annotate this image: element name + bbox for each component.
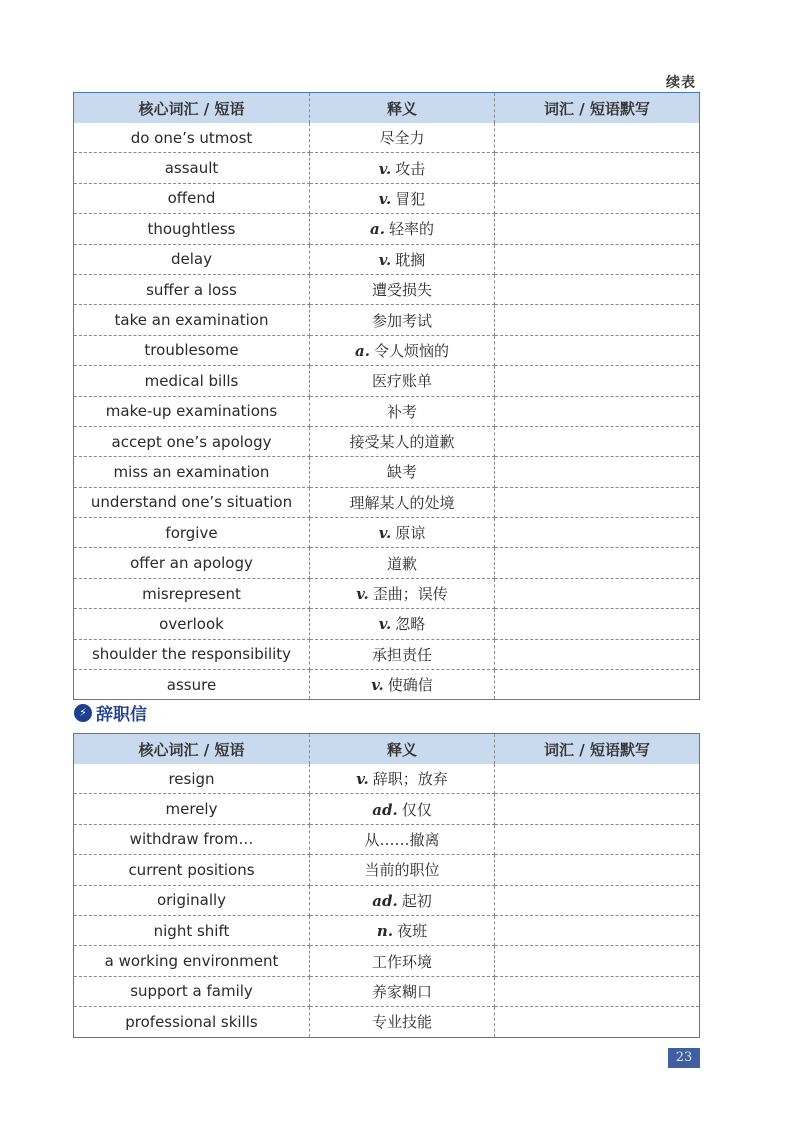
term-cell: miss an examination bbox=[74, 457, 310, 487]
table-row bbox=[74, 794, 700, 824]
meaning-text: 承担责任 bbox=[371, 645, 432, 664]
meaning-text: 接受某人的道歉 bbox=[349, 433, 455, 452]
table-row bbox=[74, 335, 700, 365]
dictation-blank[interactable] bbox=[495, 457, 700, 487]
meaning-cell bbox=[310, 609, 495, 639]
term-cell: medical bills bbox=[74, 366, 310, 396]
term-cell: understand one’s situation bbox=[74, 487, 310, 517]
table-row bbox=[74, 976, 700, 1006]
table-header-row bbox=[74, 734, 700, 765]
dictation-blank[interactable] bbox=[495, 244, 700, 274]
meaning-text: 补考 bbox=[386, 402, 417, 421]
section-title: 辞职信 bbox=[96, 705, 147, 725]
meaning-text: 冒犯 bbox=[395, 189, 426, 208]
part-of-speech: v. bbox=[378, 615, 392, 634]
dictation-blank[interactable] bbox=[495, 946, 700, 976]
table-row bbox=[74, 548, 700, 578]
part-of-speech: v. bbox=[356, 585, 369, 604]
meaning-cell bbox=[310, 487, 495, 517]
term-cell: support a family bbox=[74, 976, 310, 1006]
table-row bbox=[74, 915, 700, 945]
dictation-blank[interactable] bbox=[495, 335, 700, 365]
part-of-speech: v. bbox=[378, 159, 392, 178]
meaning-cell bbox=[310, 855, 495, 885]
dictation-blank[interactable] bbox=[495, 855, 700, 885]
meaning-cell bbox=[310, 1007, 495, 1037]
term-cell: overlook bbox=[74, 609, 310, 639]
part-of-speech: a. bbox=[370, 220, 385, 239]
meaning-cell bbox=[310, 764, 495, 794]
vocab-table-2 bbox=[73, 733, 700, 1038]
meaning-text: 起初 bbox=[401, 891, 432, 910]
table-row bbox=[74, 487, 700, 517]
part-of-speech: a. bbox=[355, 341, 370, 360]
meaning-cell bbox=[310, 123, 495, 153]
meaning-text: 道歉 bbox=[386, 554, 417, 573]
dictation-blank[interactable] bbox=[495, 824, 700, 854]
meaning-cell bbox=[310, 153, 495, 183]
term-cell: assault bbox=[74, 153, 310, 183]
meaning-cell bbox=[310, 335, 495, 365]
meaning-cell bbox=[310, 214, 495, 244]
dictation-blank[interactable] bbox=[495, 976, 700, 1006]
table-row bbox=[74, 518, 700, 548]
dictation-blank[interactable] bbox=[495, 794, 700, 824]
table-row bbox=[74, 639, 700, 669]
table-row bbox=[74, 274, 700, 304]
dictation-blank[interactable] bbox=[495, 123, 700, 153]
header-dictation: 词汇 / 短语默写 bbox=[495, 734, 700, 765]
table-header-row bbox=[74, 93, 700, 124]
page-number: 23 bbox=[668, 1048, 700, 1068]
meaning-cell bbox=[310, 274, 495, 304]
term-cell: offend bbox=[74, 183, 310, 213]
meaning-text: 当前的职位 bbox=[364, 861, 440, 880]
dictation-blank[interactable] bbox=[495, 885, 700, 915]
table-row bbox=[74, 946, 700, 976]
term-cell: withdraw from… bbox=[74, 824, 310, 854]
dictation-blank[interactable] bbox=[495, 366, 700, 396]
meaning-text: 攻击 bbox=[395, 159, 426, 178]
table-row bbox=[74, 578, 700, 608]
meaning-cell bbox=[310, 915, 495, 945]
meaning-text: 从……撤离 bbox=[364, 830, 440, 849]
header-dictation: 词汇 / 短语默写 bbox=[495, 93, 700, 124]
table-row bbox=[74, 214, 700, 244]
term-cell: delay bbox=[74, 244, 310, 274]
meaning-cell bbox=[310, 518, 495, 548]
table-row bbox=[74, 855, 700, 885]
term-cell: take an examination bbox=[74, 305, 310, 335]
table-row bbox=[74, 366, 700, 396]
meaning-text: 遭受损失 bbox=[371, 281, 432, 300]
table-row bbox=[74, 609, 700, 639]
meaning-cell bbox=[310, 885, 495, 915]
term-cell: forgive bbox=[74, 518, 310, 548]
term-cell: assure bbox=[74, 670, 310, 700]
continued-label: 续表 bbox=[666, 75, 696, 91]
table-row bbox=[74, 885, 700, 915]
table-row bbox=[74, 183, 700, 213]
term-cell: shoulder the responsibility bbox=[74, 639, 310, 669]
term-cell: night shift bbox=[74, 915, 310, 945]
meaning-cell bbox=[310, 548, 495, 578]
meaning-text: 耽搁 bbox=[395, 250, 426, 269]
table-row bbox=[74, 764, 700, 794]
header-term: 核心词汇 / 短语 bbox=[74, 93, 310, 124]
meaning-cell bbox=[310, 578, 495, 608]
meaning-text: 原谅 bbox=[395, 524, 426, 543]
dictation-blank[interactable] bbox=[495, 639, 700, 669]
meaning-text: 养家糊口 bbox=[371, 982, 432, 1001]
table-row bbox=[74, 305, 700, 335]
dictation-blank[interactable] bbox=[495, 764, 700, 794]
table-row bbox=[74, 396, 700, 426]
dictation-blank[interactable] bbox=[495, 426, 700, 456]
term-cell: suffer a loss bbox=[74, 274, 310, 304]
term-cell: misrepresent bbox=[74, 578, 310, 608]
dictation-blank[interactable] bbox=[495, 548, 700, 578]
meaning-cell bbox=[310, 183, 495, 213]
meaning-cell bbox=[310, 244, 495, 274]
term-cell: a working environment bbox=[74, 946, 310, 976]
meaning-text: 夜班 bbox=[397, 922, 428, 941]
meaning-text: 使确信 bbox=[387, 676, 433, 695]
meaning-cell bbox=[310, 670, 495, 700]
dictation-blank[interactable] bbox=[495, 670, 700, 700]
term-cell: make-up examinations bbox=[74, 396, 310, 426]
header-meaning: 释义 bbox=[310, 93, 495, 124]
dictation-blank[interactable] bbox=[495, 518, 700, 548]
meaning-cell bbox=[310, 976, 495, 1006]
meaning-text: 忽略 bbox=[395, 615, 426, 634]
part-of-speech: ad. bbox=[372, 800, 398, 819]
dictation-blank[interactable] bbox=[495, 915, 700, 945]
meaning-text: 缺考 bbox=[386, 463, 417, 482]
part-of-speech: v. bbox=[356, 770, 369, 789]
dictation-blank[interactable] bbox=[495, 183, 700, 213]
term-cell: current positions bbox=[74, 855, 310, 885]
term-cell: troublesome bbox=[74, 335, 310, 365]
header-term: 核心词汇 / 短语 bbox=[74, 734, 310, 765]
table-row bbox=[74, 457, 700, 487]
meaning-text: 轻率的 bbox=[388, 220, 434, 239]
meaning-text: 辞职；放弃 bbox=[372, 770, 448, 789]
term-cell: do one’s utmost bbox=[74, 123, 310, 153]
meaning-text: 尽全力 bbox=[379, 129, 425, 148]
meaning-cell bbox=[310, 396, 495, 426]
term-cell: originally bbox=[74, 885, 310, 915]
part-of-speech: v. bbox=[371, 676, 384, 695]
dictation-blank[interactable] bbox=[495, 578, 700, 608]
table-row bbox=[74, 426, 700, 456]
table-row bbox=[74, 123, 700, 153]
vocab-table-1 bbox=[73, 92, 700, 700]
meaning-cell bbox=[310, 946, 495, 976]
dictation-blank[interactable] bbox=[495, 1007, 700, 1037]
section-heading bbox=[74, 700, 147, 725]
part-of-speech: v. bbox=[378, 250, 392, 269]
term-cell: accept one’s apology bbox=[74, 426, 310, 456]
meaning-cell bbox=[310, 824, 495, 854]
lightning-icon: ⚡ bbox=[74, 704, 92, 722]
table-row bbox=[74, 244, 700, 274]
term-cell: thoughtless bbox=[74, 214, 310, 244]
meaning-text: 专业技能 bbox=[371, 1013, 432, 1032]
meaning-text: 理解某人的处境 bbox=[349, 493, 455, 512]
dictation-blank[interactable] bbox=[495, 153, 700, 183]
dictation-blank[interactable] bbox=[495, 487, 700, 517]
meaning-text: 医疗账单 bbox=[371, 372, 432, 391]
dictation-blank[interactable] bbox=[495, 305, 700, 335]
table-row bbox=[74, 824, 700, 854]
dictation-blank[interactable] bbox=[495, 396, 700, 426]
table-row bbox=[74, 1007, 700, 1037]
dictation-blank[interactable] bbox=[495, 274, 700, 304]
table-row bbox=[74, 670, 700, 700]
meaning-text: 令人烦恼的 bbox=[373, 341, 449, 360]
meaning-cell bbox=[310, 366, 495, 396]
meaning-text: 仅仅 bbox=[401, 800, 432, 819]
meaning-text: 工作环境 bbox=[371, 952, 432, 971]
meaning-cell bbox=[310, 305, 495, 335]
term-cell: resign bbox=[74, 764, 310, 794]
part-of-speech: v. bbox=[378, 524, 392, 543]
table-row bbox=[74, 153, 700, 183]
meaning-text: 参加考试 bbox=[371, 311, 432, 330]
part-of-speech: v. bbox=[378, 189, 392, 208]
part-of-speech: n. bbox=[376, 922, 394, 941]
term-cell: merely bbox=[74, 794, 310, 824]
meaning-cell bbox=[310, 639, 495, 669]
part-of-speech: ad. bbox=[372, 891, 398, 910]
meaning-cell bbox=[310, 457, 495, 487]
dictation-blank[interactable] bbox=[495, 609, 700, 639]
meaning-text: 歪曲；误传 bbox=[372, 585, 448, 604]
meaning-cell bbox=[310, 426, 495, 456]
term-cell: offer an apology bbox=[74, 548, 310, 578]
header-meaning: 释义 bbox=[310, 734, 495, 765]
term-cell: professional skills bbox=[74, 1007, 310, 1037]
meaning-cell bbox=[310, 794, 495, 824]
dictation-blank[interactable] bbox=[495, 214, 700, 244]
